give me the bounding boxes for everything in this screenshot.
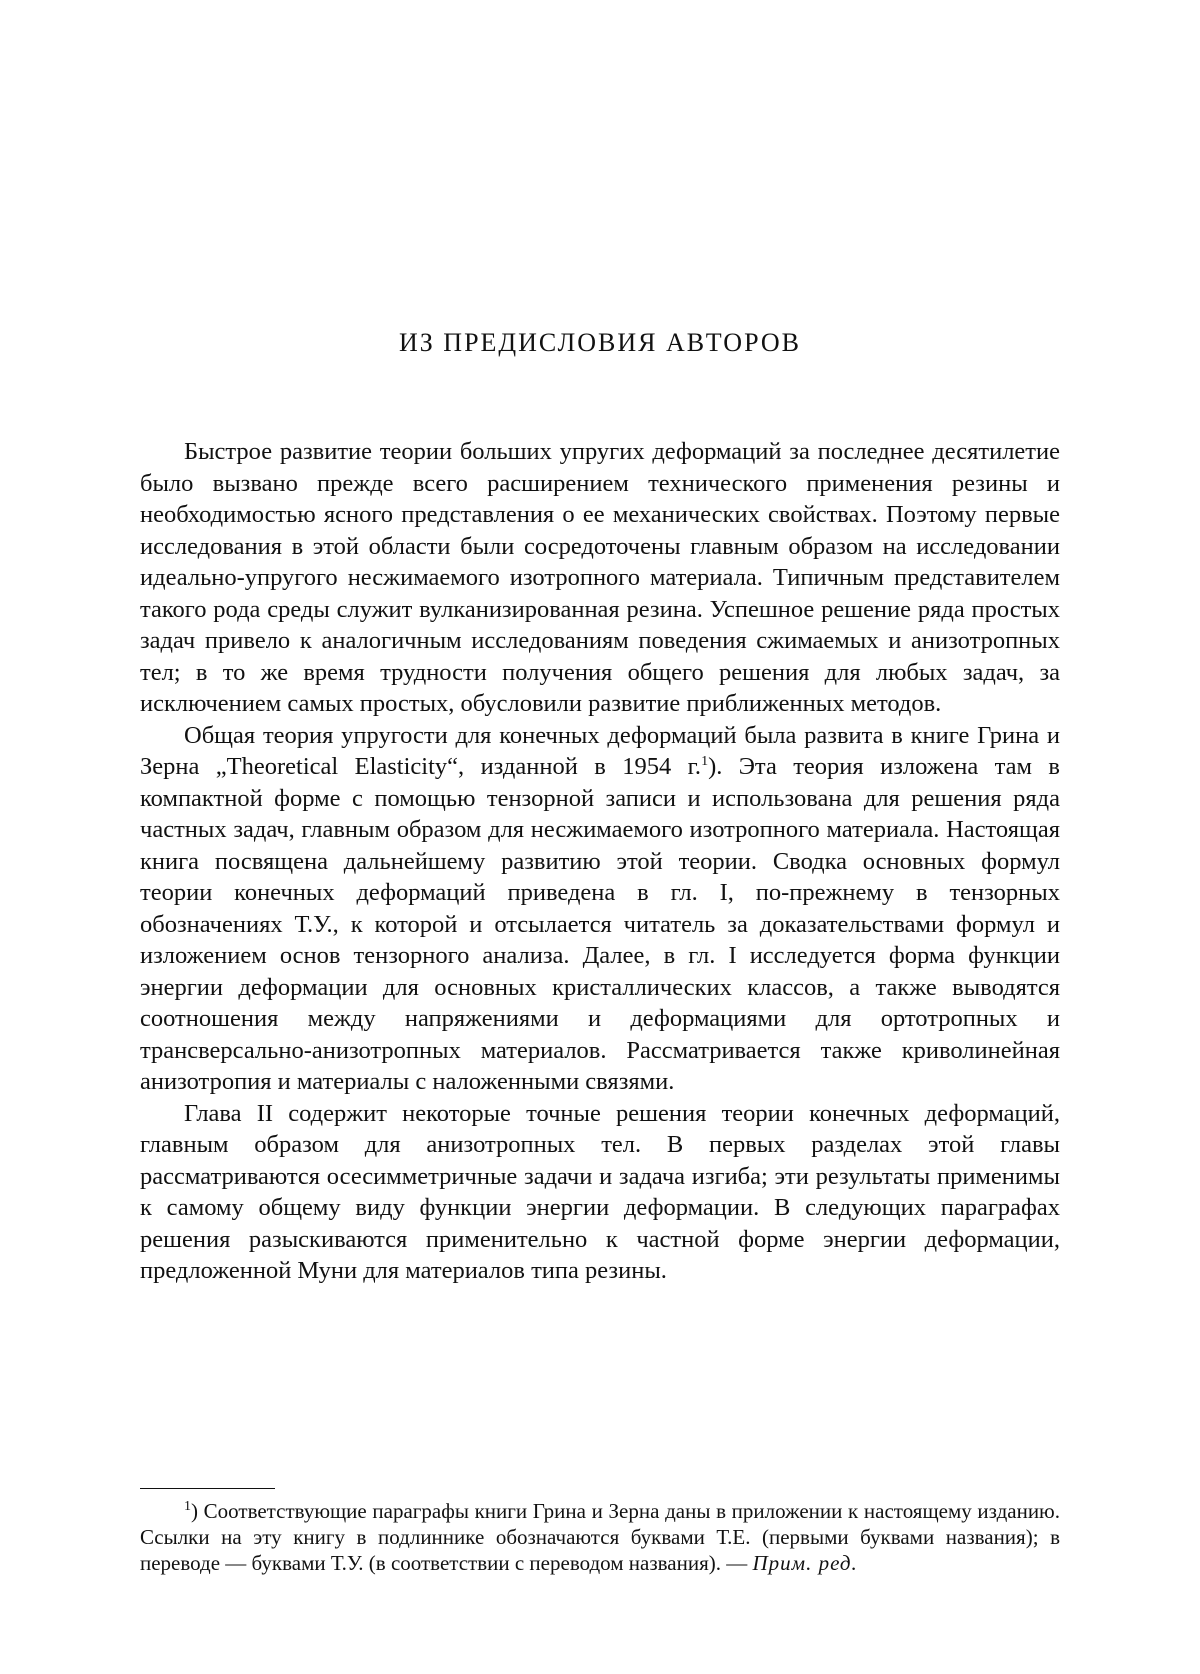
paragraph-2-text-a: Общая теория упругости для конечных деформаций была развита в книге Грина и Зерна „Theoretical Elasticity“, изданной в 1954 г. (140, 721, 1060, 780)
page-title: ИЗ ПРЕДИСЛОВИЯ АВТОРОВ (399, 328, 801, 357)
footnote-mark: 1 (184, 1499, 191, 1514)
paragraph-1: Быстрое развитие теории больших упругих деформаций за последнее десятилетие было вызвано прежде всего расширением технического применения резины и необходимостью ясного представления о ее механических свойствах. Поэтому первые исследования в этой области были сосредоточены главным образом на исследовании идеально-упругого несжимаемого изотропного материала. Типичным представителем такого рода среды служит вулканизированная резина. Успешное решение ряда простых задач привело к аналогичным исследованиям поведения сжимаемых и анизотропных тел; в то же время трудности получения общего решения для любых задач, за исключением самых простых, обусловили развитие приближенных методов. (140, 438, 1060, 717)
paragraph-2 (140, 720, 1060, 1098)
footnote-reference-mark: 1 (701, 753, 709, 769)
paragraph-3: Глава II содержит некоторые точные решения теории конечных деформаций, главным образом для анизотропных тел. В первых разделах этой главы рассматриваются осесимметричные задачи и задача изгиба; эти результаты применимы к самому общему виду функции энергии деформации. В следующих параграфах решения разыскиваются применительно к частной форме энергии деформации, предложенной Муни для материалов типа резины. (140, 1099, 1060, 1284)
footnote (140, 1498, 1060, 1576)
footnote-text: ) Соответствующие параграфы книги Грина и Зерна даны в приложении к настоящему изданию. Ссылки на эту книгу в подлиннике обозначаются буквами Т.Е. (первыми буквами названия); в переводе — буквами Т.У. (в соответствии с переводом названия). — (140, 1499, 1060, 1575)
editor-note: Прим. ред. (752, 1551, 858, 1575)
footnote-divider (140, 1488, 275, 1489)
body-text (140, 436, 1060, 1287)
paragraph-2-text-b: ). Эта теория изложена там в компактной форме с помощью тензорной записи и использована для решения ряда частных задач, главным образом для несжимаемого изотропного материала. Настоящая книга посвящена дальнейшему развитию этой теории. Сводка основных формул теории конечных деформаций приведена в гл. I, по-прежнему в тензорных обозначениях Т.У., к которой и отсылается читатель за доказательствами формул и изложением основ тензорного анализа. Далее, в гл. I исследуется форма функции энергии деформации для основных кристаллических классов, а также выводятся соотношения между напряжениями и деформациями для ортотропных и трансверсально-анизотропных материалов. Рассматривается также криволинейная анизотропия и материалы с наложенными связями. (140, 753, 1060, 1095)
